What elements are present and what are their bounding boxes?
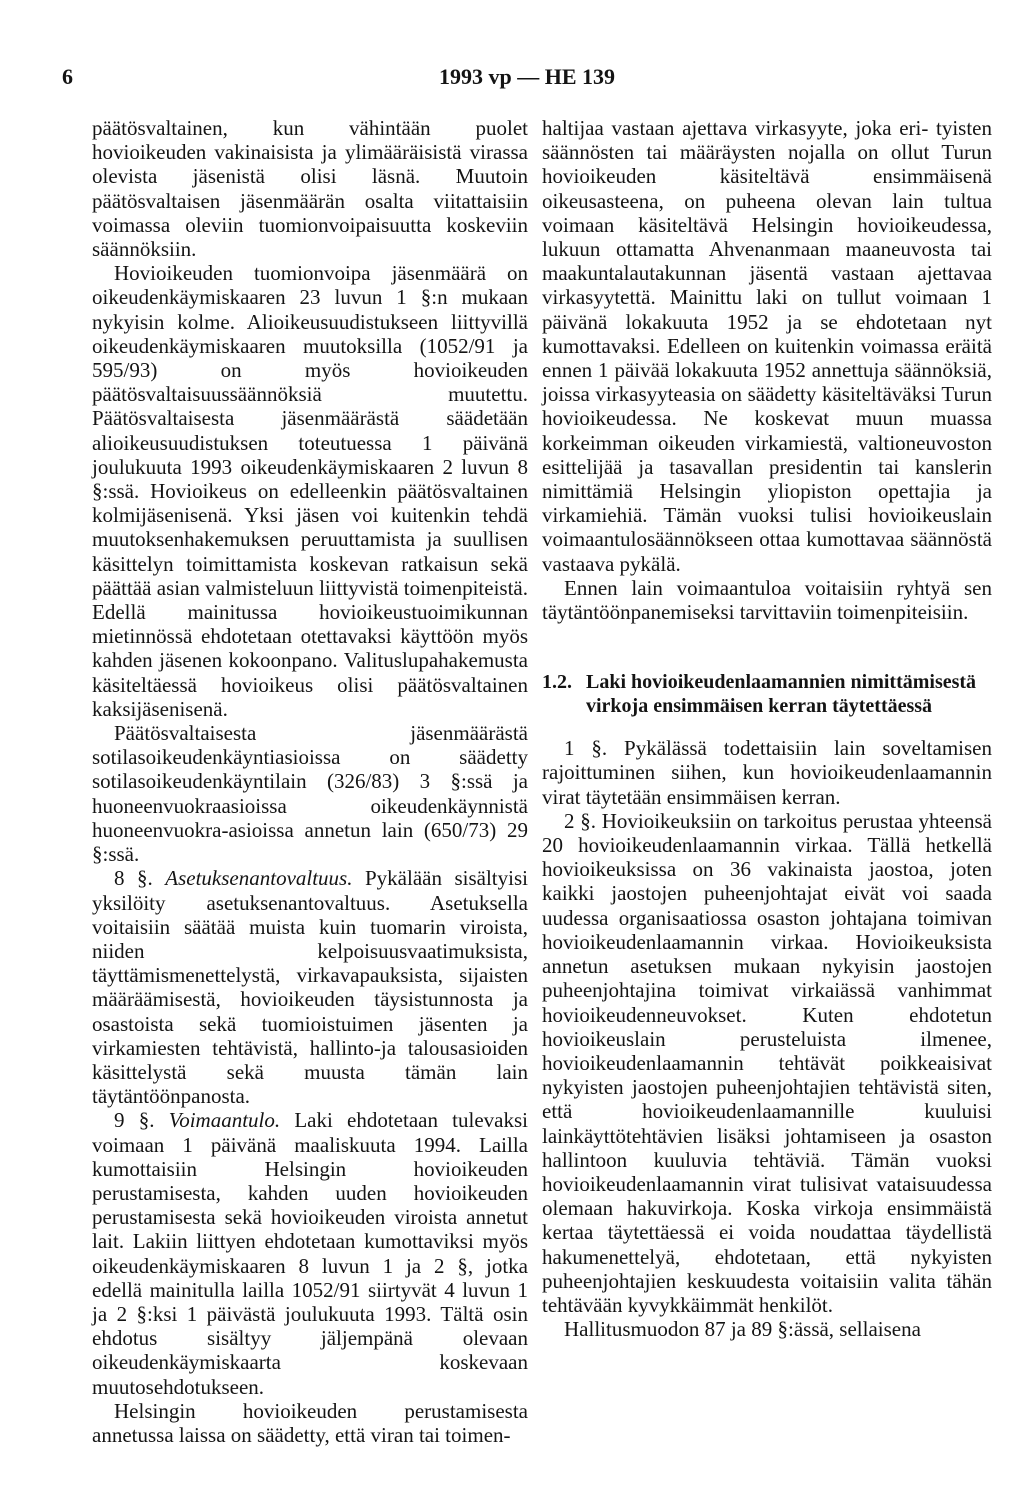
section-title: Asetuksenantovaltuus.: [165, 866, 353, 891]
section-title: Voimaantulo.: [168, 1108, 281, 1133]
section-number: 8 §.: [114, 866, 166, 891]
left-column: [92, 116, 528, 1447]
paragraph: Ennen lain voimaantuloa voitaisiin ryhtyä sen täytäntöönpanemiseksi tarvittaviin toimenpiteisiin.: [542, 575, 992, 625]
paragraph: päätösvaltainen, kun vähintään puolet hovioikeuden vakinaisista ja ylimääräisistä virassa olevista jäsenistä olisi läsnä. Muutoin päätösvaltaisen jäsenmäärän osalta viitattaisiin voimassa oleviin tuomionvoipaisuutta koskeviin säännöksiin.: [92, 116, 528, 262]
right-column: [542, 116, 992, 1341]
paragraph: haltijaa vastaan ajettava virkasyyte, joka eri- tyisten säännösten tai määräysten nojalla on ollut Turun hovioikeuden käsiteltävä ensimmäisenä oikeusasteena, on puheena olevan lain tultua voimaan käsiteltävä Helsingin hovioikeudessa, lukuun ottamatta Ahvenanmaan maaneuvosta tai maakuntalautakunnan jäsentä vastaan ajettavaa virkasyytettä. Mainittu laki on tullut voimaan 1 päivänä lokakuuta 1952 ja se ehdotetaan nyt kumottavaksi. Edelleen on kuitenkin voimassa eräitä ennen 1 päivää lokakuuta 1952 annettuja säännöksiä, joissa virkasyyteasia on säädetty käsiteltäväksi Turun hovioikeudessa. Ne koskevat muun muassa korkeimman oikeuden virkamiestä, valtioneuvoston esittelijää ja tasavallan presidentin tai kanslerin nimittämiä Helsingin yliopiston opettajia ja virkamiehiä. Tämän vuoksi tulisi hovioikeuslain voimaantulosäännökseen ottaa kumottavaa säännöstä vastaava pykälä.: [542, 116, 992, 576]
section-heading: [542, 670, 992, 718]
paragraph: Hovioikeuden tuomionvoipa jäsenmäärä on oikeudenkäymiskaaren 23 luvun 1 §:n mukaan nykyisin kolme. Alioikeusuudistukseen liittyvillä oikeudenkäymiskaaren muutoksilla (1052/91 ja 595/93) on myös hovioikeuden päätösvaltaisuussäännöksiä muutettu. Päätösvaltaisesta jäsenmäärästä säädetään alioikeusuudistuksen toteutuessa 1 päivänä joulukuuta 1993 oikeudenkäymiskaaren 2 luvun 8 §:ssä. Hovioikeus on edelleenkin päätösvaltainen kolmijäsenisenä. Yksi jäsen voi kuitenkin tehdä muutoksenhakemuksen peruuttamista ja suullisen käsittelyn toimittamista koskevan ratkaisun sekä päättää asian valmisteluun liittyvistä toimenpiteistä. Edellä mainitussa hovioikeustuoimikunnan mietinnössä ehdotetaan otettavaksi käyttöön myös kahden jäsenen kokoonpano. Valituslupahakemusta käsiteltäessä hovioikeus olisi päätösvaltainen kaksijäsenisenä.: [92, 261, 528, 721]
section-number: 9 §.: [114, 1108, 169, 1133]
paragraph: Päätösvaltaisesta jäsenmäärästä sotilasoikeudenkäyntiasioissa on säädetty sotilasoikeudenkäyntilain (326/83) 3 §:ssä ja huoneenvuokraasioissa oikeudenkäynnistä huoneenvuokra-asioissa annetun lain (650/73) 29 §:ssä.: [92, 721, 528, 867]
paragraph: 2 §. Hovioikeuksiin on tarkoitus perustaa yhteensä 20 hovioikeudenlaamannin virkaa. Tällä hetkellä hovioikeuksissa on 36 vakinaista jaostoa, joten kaikki jaostojen puheenjohtajat eivät voi saada uudessa organisaatiossa osaston johtajana toimivan hovioikeudenlaamannin virkaa. Hovioikeuksista annetun asetuksen mukaan nykyisin jaostojen puheenjohtajina toimivat virkaiässä vanhimmat hovioikeudenneuvokset. Kuten ehdotetun hovioikeuslain perusteluista ilmenee, hovioikeudenlaamannin tehtävät poikkeaisivat nykyisten jaostojen puheenjohtajien tehtävistä siten, että hovioikeudenlaamannille kuuluisi lainkäyttötehtävien lisäksi johtamiseen ja osaston hallintoon kuuluvia tehtäviä. Tämän vuoksi hovioikeudenlaamannin virat tulisivat vataisuudessa olemaan hakuvirkoja. Koska virkoja ensimmäistä kertaa täytettäessä ei voida noudattaa täydellistä hakumenettelyä, ehdotetaan, että nykyisten puheenjohtajien keskuudesta voitaisiin valita tähän tehtävään kyvykkäimmät henkilöt.: [542, 808, 992, 1317]
paragraph: 1 §. Pykälässä todettaisiin lain soveltamisen rajoittuminen siihen, kun hovioikeudenlaamannin virat täytetään ensimmäisen kerran.: [542, 736, 992, 809]
running-title: 1993 vp — HE 139: [438, 64, 616, 89]
paragraph-section-8: [92, 866, 528, 1108]
page-number: 6: [62, 64, 73, 89]
section-heading-number: 1.2.: [542, 671, 572, 694]
section-text: Pykälään sisältyisi yksilöity asetuksenantovaltuus. Asetuksella voitaisiin säätää muista kuin tuomarin viroista, niiden kelpoisuusvaatimuksista, täyttämismenettelystä, virkavapauksista, sijaisten määräämisestä, hovioikeuden täysistunnosta ja osastoista sekä tuomioistuimen jäsenten ja virkamiesten tehtävistä, hallinto-ja talousasioiden käsittelystä sekä muusta tämän lain täytäntöönpanosta.: [92, 866, 528, 1109]
paragraph: Helsingin hovioikeuden perustamisesta annetussa laissa on säädetty, että viran tai toimen-: [92, 1398, 528, 1447]
paragraph-section-9: [92, 1108, 528, 1398]
section-text: Laki ehdotetaan tulevaksi voimaan 1 päivänä maaliskuuta 1994. Lailla kumottaisiin Helsingin hovioikeuden perustamisesta, kahden uuden hovioikeuden perustamisesta sekä hovioikeuden viroista annetut lait. Lakiin liittyen ehdotetaan kumottaviksi myös oikeudenkäymiskaaren 8 luvun 1 ja 2 §, jotka edellä mainitulla lailla 1052/91 siirtyvät 4 luvun 1 ja 2 §:ksi 1 päivästä joulukuuta 1993. Tältä osin ehdotus sisältyy jäljempänä olevaan oikeudenkäymiskaarta koskevaan muutosehdotukseen.: [92, 1108, 528, 1399]
paragraph: Hallitusmuodon 87 ja 89 §:ässä, sellaisena: [564, 1317, 921, 1342]
section-heading-title: Laki hovioikeudenlaamannien nimittämisestä virkoja ensimmäisen kerran täytettäessä: [586, 671, 977, 718]
page-header: [62, 64, 992, 94]
